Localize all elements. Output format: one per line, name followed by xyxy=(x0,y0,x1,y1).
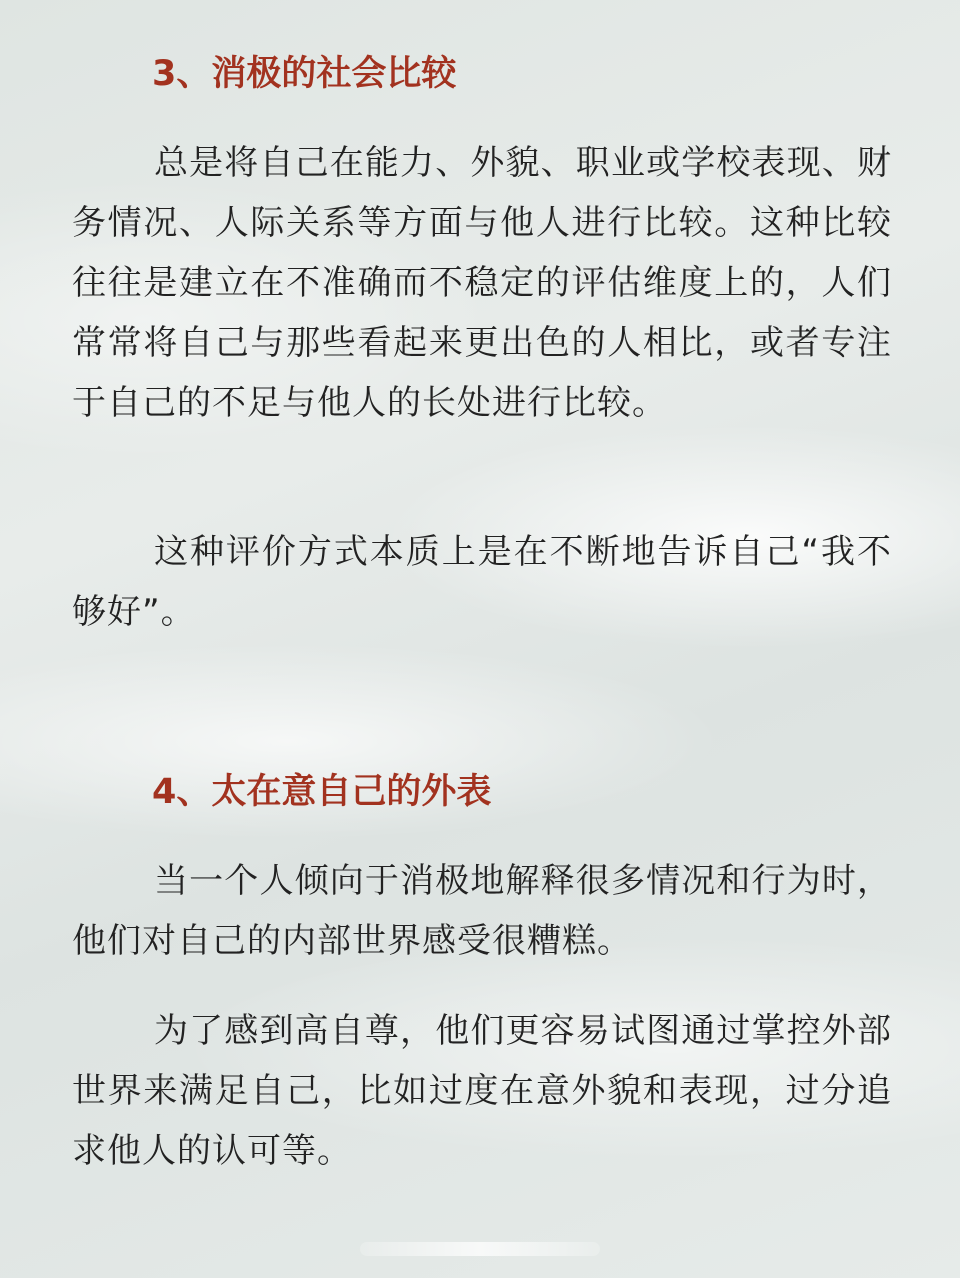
watermark-smudge xyxy=(360,1242,600,1256)
section-3-paragraph-2: 这种评价方式本质上是在不断地告诉自己“我不够好”。 xyxy=(72,532,892,632)
section-4-paragraph-1: 当一个人倾向于消极地解释很多情况和行为时，他们对自己的内部世界感受很糟糕。 xyxy=(72,861,892,961)
section-3-paragraph-1: 总是将自己在能力、外貌、职业或学校表现、财务情况、人际关系等方面与他人进行比较。这种比较往往是建立在不准确而不稳定的评估维度上的，人们常常将自己与那些看起来更出色的人相比，或者专注于自己的不足与他人的长处进行比较。 xyxy=(72,143,892,423)
section-title-3: 3、消极的社会比较 xyxy=(152,54,457,94)
section-4-paragraph-2: 为了感到高自尊，他们更容易试图通过掌控外部世界来满足自己，比如过度在意外貌和表现，过分追求他人的认可等。 xyxy=(72,1011,892,1171)
section-title-4: 4、太在意自己的外表 xyxy=(152,772,492,812)
